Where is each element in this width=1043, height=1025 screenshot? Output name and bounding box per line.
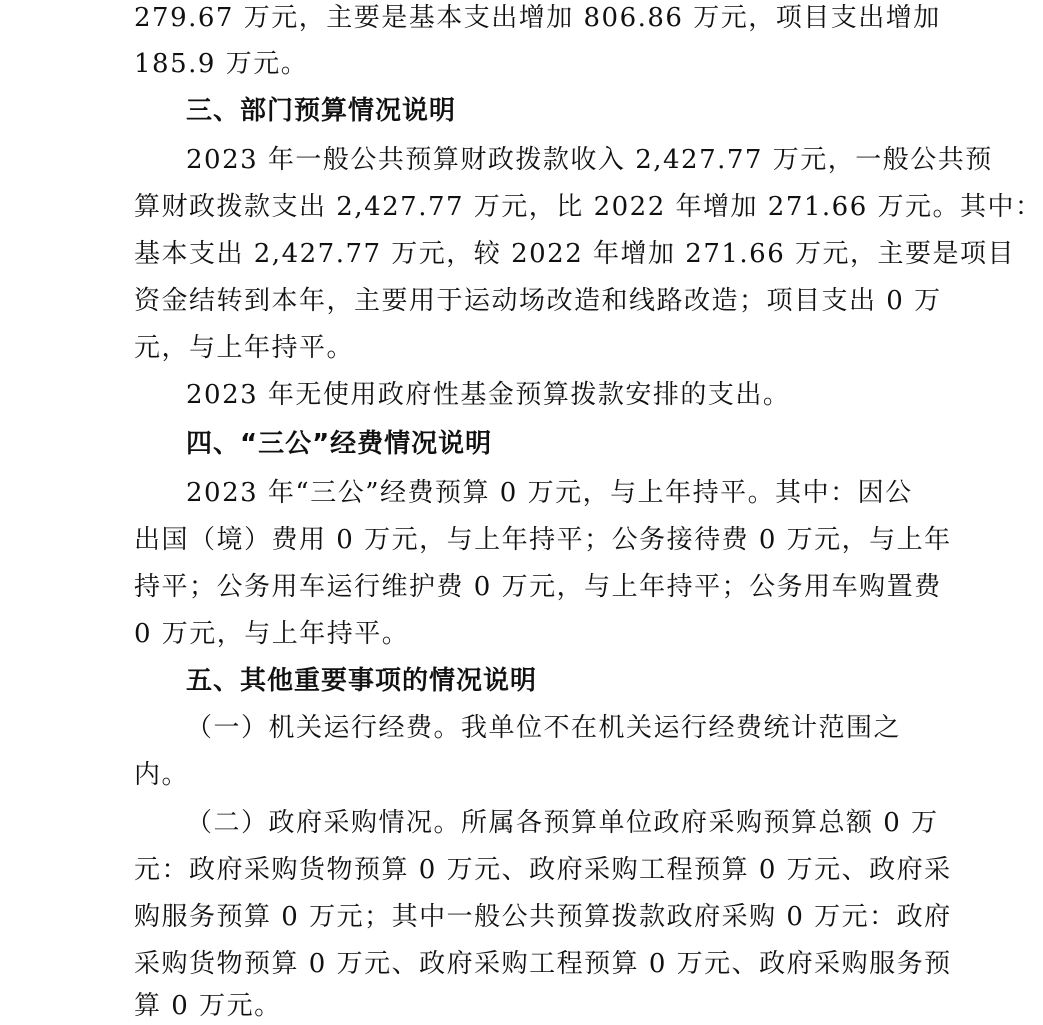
paragraph-line: 资金结转到本年，主要用于运动场改造和线路改造；项目支出 0 万 bbox=[134, 286, 942, 316]
paragraph-line: 2023 年一般公共预算财政拨款收入 2,427.77 万元，一般公共预 bbox=[186, 145, 993, 175]
paragraph-line: 元：政府采购货物预算 0 万元、政府采购工程预算 0 万元、政府采 bbox=[134, 855, 952, 885]
paragraph-line: （一）机关运行经费。我单位不在机关运行经费统计范围之 bbox=[186, 713, 902, 743]
paragraph-line: 内。 bbox=[134, 760, 190, 790]
paragraph-line: 采购货物预算 0 万元、政府采购工程预算 0 万元、政府采购服务预 bbox=[134, 949, 952, 979]
paragraph-line: 元，与上年持平。 bbox=[134, 333, 355, 363]
paragraph-line: 2023 年“三公”经费预算 0 万元，与上年持平。其中：因公 bbox=[186, 478, 913, 508]
paragraph-line: （二）政府采购情况。所属各预算单位政府采购预算总额 0 万 bbox=[186, 808, 939, 838]
paragraph-line: 基本支出 2,427.77 万元，较 2022 年增加 271.66 万元，主要是项目 bbox=[134, 239, 1016, 269]
paragraph-line: 0 万元，与上年持平。 bbox=[134, 619, 410, 649]
paragraph-line: 算财政拨款支出 2,427.77 万元，比 2022 年增加 271.66 万元。其中： bbox=[134, 192, 1043, 222]
paragraph-line: 持平；公务用车运行维护费 0 万元，与上年持平；公务用车购置费 bbox=[134, 572, 942, 602]
paragraph-line: 185.9 万元。 bbox=[134, 49, 309, 79]
paragraph-line: 算 0 万元。 bbox=[134, 991, 282, 1021]
paragraph-line: 购服务预算 0 万元；其中一般公共预算拨款政府采购 0 万元：政府 bbox=[134, 902, 952, 932]
section-heading-four: 四、“三公”经费情况说明 bbox=[186, 429, 493, 459]
section-heading-three: 三、部门预算情况说明 bbox=[186, 96, 457, 126]
paragraph-line: 出国（境）费用 0 万元，与上年持平；公务接待费 0 万元，与上年 bbox=[134, 525, 952, 555]
paragraph-line: 2023 年无使用政府性基金预算拨款安排的支出。 bbox=[186, 380, 791, 410]
section-heading-five: 五、其他重要事项的情况说明 bbox=[186, 666, 538, 696]
paragraph-line: 279.67 万元，主要是基本支出增加 806.86 万元，项目支出增加 bbox=[134, 3, 941, 33]
